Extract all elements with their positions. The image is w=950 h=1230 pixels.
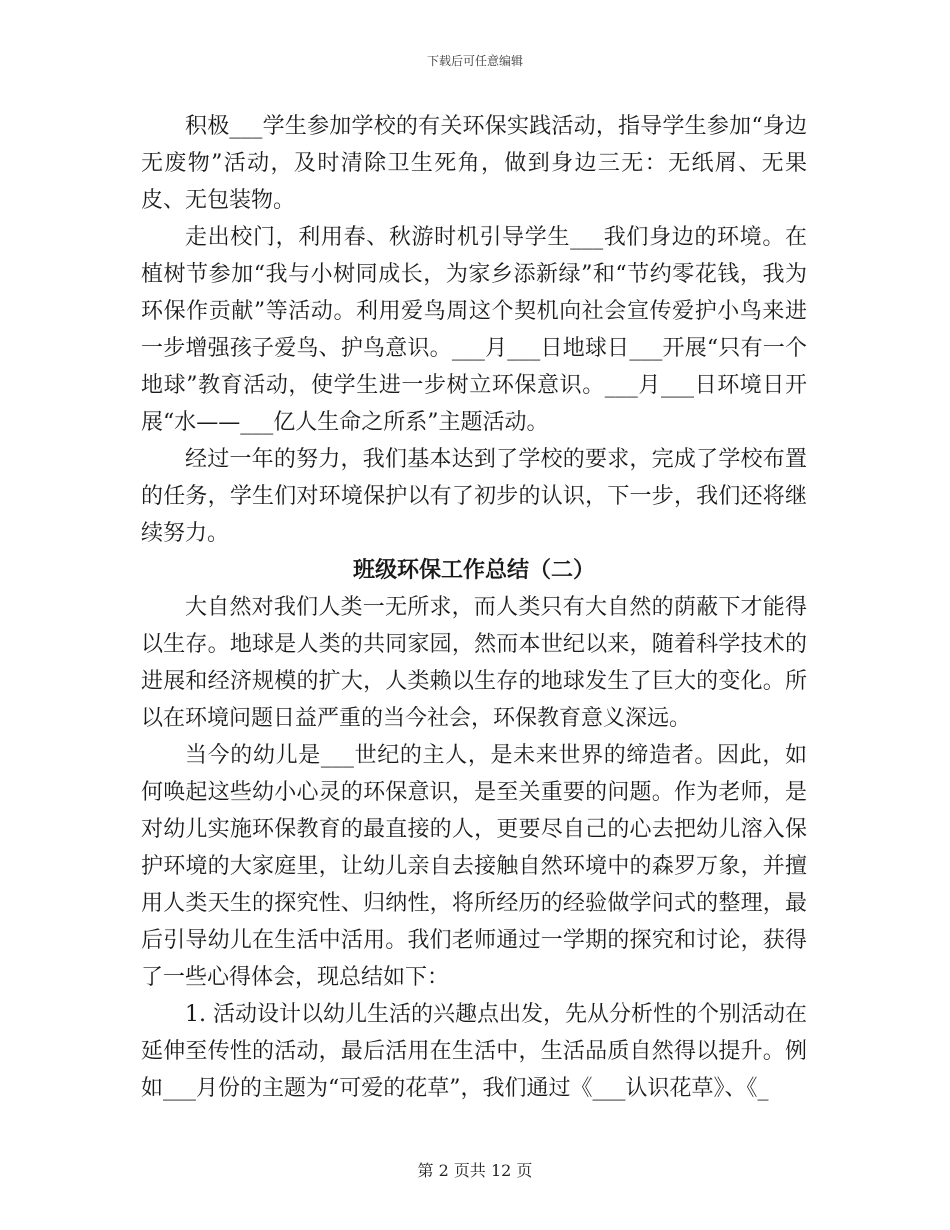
paragraph: 大自然对我们人类一无所求，而人类只有大自然的荫蔽下才能得以生存。地球是人类的共同家园，然而本世纪以来，随着科学技术的进展和经济规模的扩大，人类赖以生存的地球发生了巨大的变化。所以在环境问题日益严重的当今社会，环保教育意义深远。 [141, 595, 807, 731]
paragraph: 经过一年的努力，我们基本达到了学校的要求，完成了学校布置的任务，学生们对环境保护以有了初步的认识，下一步，我们还将继续努力。 [141, 447, 807, 546]
page-header: 下载后可任意编辑 [426, 54, 523, 68]
document-body [141, 108, 807, 1107]
paragraph: 积极___学生参加学校的有关环保实践活动，指导学生参加“身边无废物”活动，及时清除卫生死角，做到身边三无：无纸屑、无果皮、无包装物。 [141, 114, 807, 213]
section-title: 班级环保工作总结（二） [352, 557, 595, 583]
paragraph: 当今的幼儿是___世纪的主人，是未来世界的缔造者。因此，如何唤起这些幼小心灵的环保意识，是至关重要的问题。作为老师，是对幼儿实施环保教育的最直接的人，更要尽自己的心去把幼儿溶入保护环境的大家庭里，让幼儿亲自去接触自然环境中的森罗万象，并擅用人类天生的探究性、归纳性，将所经历的经验做学问式的整理，最后引导幼儿在生活中活用。我们老师通过一学期的探究和讨论，获得了一些心得体会，现总结如下： [141, 743, 807, 990]
paragraph: 1. 活动设计以幼儿生活的兴趣点出发，先从分析性的个别活动在延伸至传性的活动，最后活用在生活中，生活品质自然得以提升。例如___月份的主题为“可爱的花草”，我们通过《___认识花草》、《_ [141, 1002, 807, 1101]
page-footer: 第 2 页共 12 页 [417, 1161, 533, 1180]
paragraph: 走出校门，利用春、秋游时机引导学生___我们身边的环境。在植树节参加“我与小树同成长，为家乡添新绿”和“节约零花钱，我为环保作贡献”等活动。利用爱鸟周这个契机向社会宣传爱护小鸟来进一步增强孩子爱鸟、护鸟意识。___月___日地球日___开展“只有一个地球”教育活动，使学生进一步树立环保意识。___月___日环境日开展“水——___亿人生命之所系”主题活动。 [141, 225, 807, 435]
